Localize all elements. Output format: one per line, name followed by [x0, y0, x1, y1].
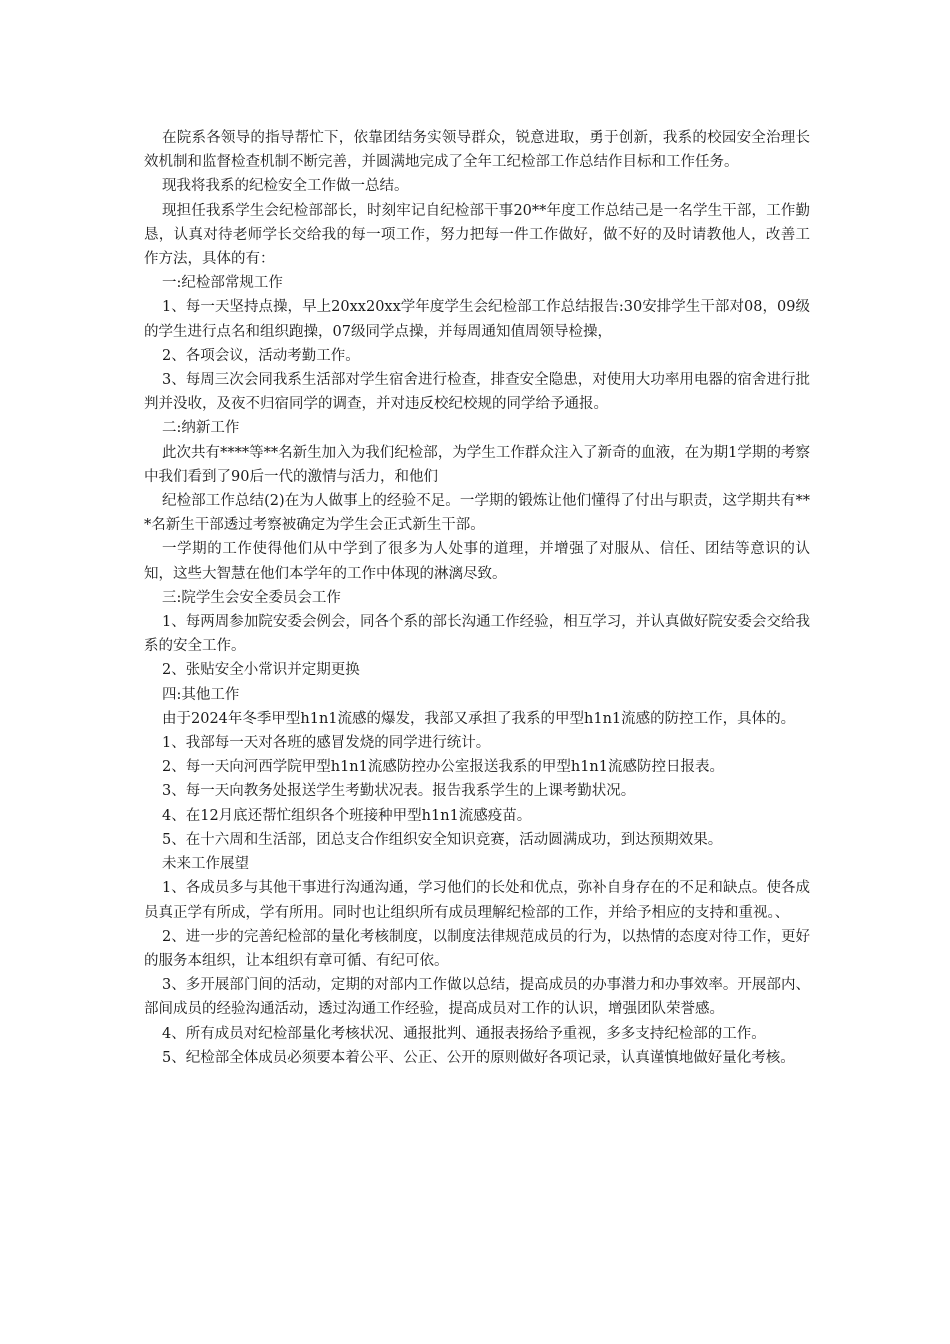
document-body	[144, 126, 810, 1070]
paragraph-recruit-1: 此次共有****等**名新生加入为我们纪检部，为学生工作群众注入了新奇的血液，在为期1学期的考察中我们看到了90后一代的激情与活力，和他们	[144, 444, 810, 485]
list-item-safety-1: 1、每两周参加院安委会例会，同各个系的部长沟通工作经验，相互学习，并认真做好院安委会交给我系的安全工作。	[144, 614, 810, 655]
paragraph-recruit-3: 一学期的工作使得他们从中学到了很多为人处事的道理，并增强了对服从、信任、团结等意识的认知，这些大智慧在他们本学年的工作中体现的淋漓尽致。	[144, 541, 810, 582]
paragraph-role: 现担任我系学生会纪检部部长，时刻牢记自纪检部干事20**年度工作总结己是一名学生干部，工作勤恳，认真对待老师学长交给我的每一项工作，努力把每一件工作做好，做不好的及时请教他人，改善工作方法，具体的有：	[144, 202, 810, 268]
list-item-outlook-3: 3、多开展部门间的活动，定期的对部内工作做以总结，提高成员的办事潜力和办事效率。开展部内、部间成员的经验沟通活动，透过沟通工作经验，提高成员对工作的认识，增强团队荣誉感。	[144, 977, 810, 1018]
list-item-flu-5: 5、在十六周和生活部，团总支合作组织安全知识竞赛，活动圆满成功，到达预期效果。	[162, 831, 723, 848]
section-heading-recruit: 二:纳新工作	[162, 420, 240, 437]
list-item-outlook-5: 5、纪检部全体成员必须要本着公平、公正、公开的原则做好各项记录，认真谨慎地做好量化考核。	[162, 1049, 795, 1066]
list-item-flu-2: 2、每一天向河西学院甲型h1n1流感防控办公室报送我系的甲型h1n1流感防控日报表。	[162, 759, 724, 776]
paragraph-flu: 由于2024年冬季甲型h1n1流感的爆发，我部又承担了我系的甲型h1n1流感的防控工作，具体的。	[162, 710, 796, 727]
list-item-outlook-2: 2、进一步的完善纪检部的量化考核制度，以制度法律规范成员的行为，以热情的态度对待工作，更好的服务本组织，让本组织有章可循、有纪可依。	[144, 928, 810, 969]
list-item-routine-1: 1、每一天坚持点操，早上20xx20xx学年度学生会纪检部工作总结报告:30安排学生干部对08，09级的学生进行点名和组织跑操，07级同学点操，并每周通知值周领导检操，	[144, 299, 810, 340]
paragraph-summary-lead: 现我将我系的纪检安全工作做一总结。	[162, 178, 409, 195]
list-item-flu-4: 4、在12月底还帮忙组织各个班接种甲型h1n1流感疫苗。	[162, 807, 532, 824]
list-item-routine-2: 2、各项会议，活动考勤工作。	[162, 347, 360, 364]
list-item-safety-2: 2、张贴安全小常识并定期更换	[162, 662, 360, 679]
section-heading-other: 四:其他工作	[162, 686, 240, 703]
section-heading-routine: 一:纪检部常规工作	[162, 275, 283, 292]
paragraph-intro: 在院系各领导的指导帮忙下，依靠团结务实领导群众，锐意进取，勇于创新，我系的校园安全治理长效机制和监督检查机制不断完善，并圆满地完成了全年工纪检部工作总结作目标和工作任务。	[144, 130, 810, 171]
section-heading-outlook: 未来工作展望	[162, 856, 249, 873]
list-item-routine-3: 3、每周三次会同我系生活部对学生宿舍进行检查，排查安全隐患，对使用大功率用电器的宿舍进行批判并没收，及夜不归宿同学的调查，并对违反校纪校规的同学给予通报。	[144, 372, 810, 413]
section-heading-safety: 三:院学生会安全委员会工作	[162, 589, 341, 606]
list-item-flu-3: 3、每一天向教务处报送学生考勤状况表。报告我系学生的上课考勤状况。	[162, 783, 636, 800]
list-item-outlook-1: 1、各成员多与其他干事进行沟通沟通，学习他们的长处和优点，弥补自身存在的不足和缺点。使各成员真正学有所成，学有所用。同时也让组织所有成员理解纪检部的工作，并给予相应的支持和重视。、	[144, 880, 810, 921]
paragraph-recruit-2: 纪检部工作总结(2)在为人做事上的经验不足。一学期的锻炼让他们懂得了付出与职责，这学期共有***名新生干部透过考察被确定为学生会正式新生干部。	[144, 493, 810, 534]
list-item-outlook-4: 4、所有成员对纪检部量化考核状况、通报批判、通报表扬给予重视，多多支持纪检部的工作。	[162, 1025, 766, 1042]
list-item-flu-1: 1、我部每一天对各班的感冒发烧的同学进行统计。	[162, 735, 491, 752]
